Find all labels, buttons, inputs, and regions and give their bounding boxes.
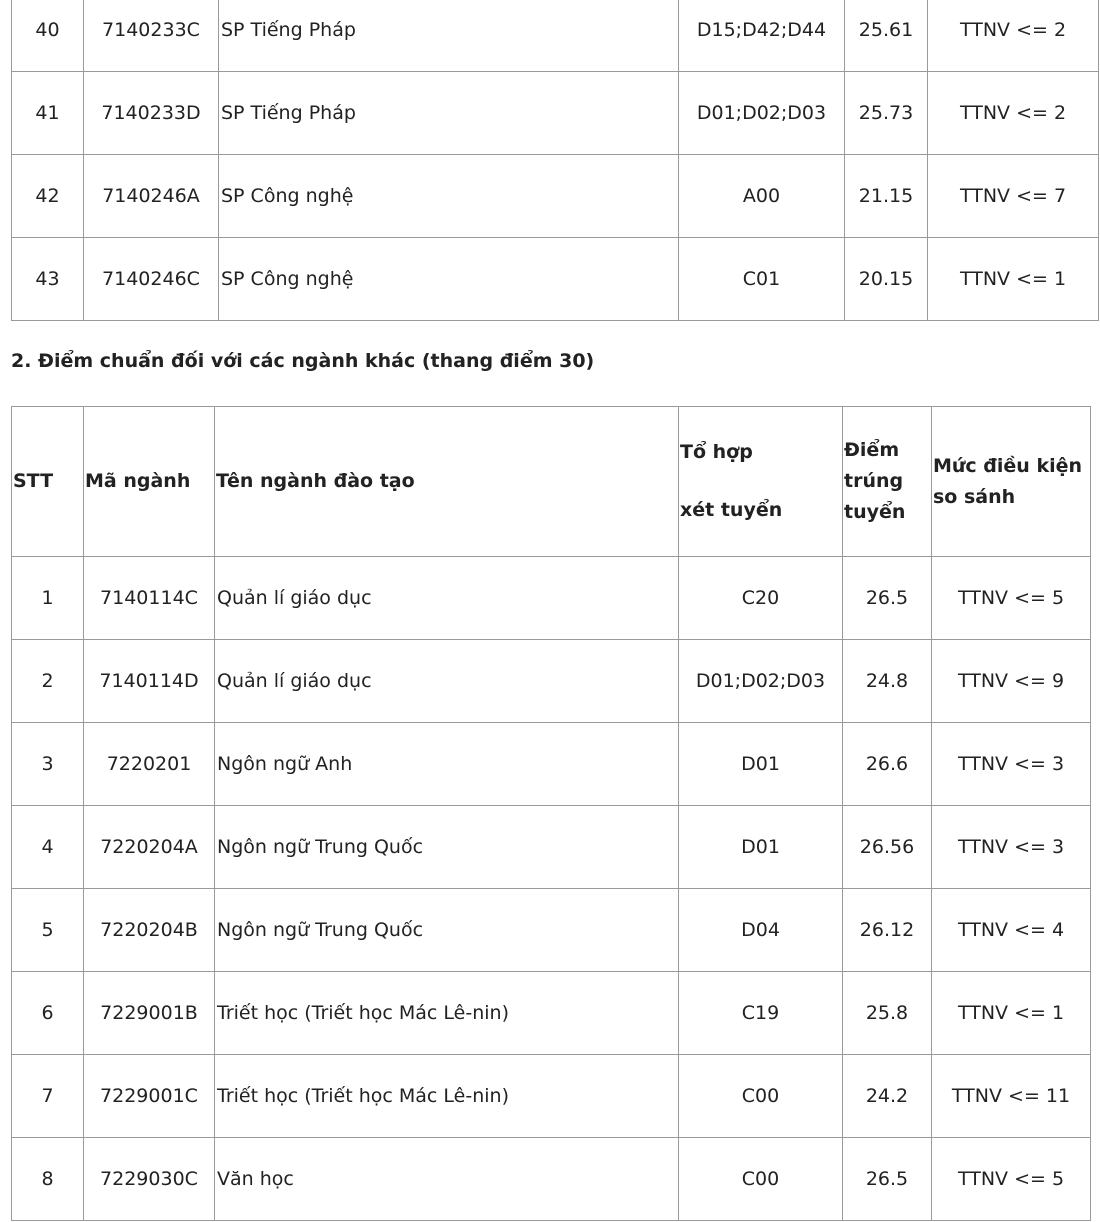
code-cell: 7140233C <box>84 0 219 72</box>
code-cell: 7220204A <box>84 806 215 889</box>
condition-cell: TTNV <= 2 <box>928 72 1099 155</box>
condition-cell: TTNV <= 2 <box>928 0 1099 72</box>
score-cell: 25.61 <box>845 0 928 72</box>
table-row <box>12 723 1091 806</box>
table-row <box>12 0 1099 72</box>
stt-cell: 5 <box>12 889 84 972</box>
stt-cell: 1 <box>12 557 84 640</box>
score-cell: 21.15 <box>845 155 928 238</box>
table-row <box>12 972 1091 1055</box>
table-row <box>12 889 1091 972</box>
combo-cell: C00 <box>679 1138 843 1221</box>
major-name-cell: SP Công nghệ <box>219 155 679 238</box>
combo-cell: D01 <box>679 723 843 806</box>
score-cell: 26.6 <box>843 723 932 806</box>
stt-cell: 2 <box>12 640 84 723</box>
header-combo <box>679 407 843 557</box>
major-name-cell: SP Công nghệ <box>219 238 679 321</box>
section-heading: 2. Điểm chuẩn đối với các ngành khác (thang điểm 30) <box>11 350 595 372</box>
code-cell: 7220204B <box>84 889 215 972</box>
stt-cell: 40 <box>12 0 84 72</box>
header-score-line1: Điểm <box>844 439 900 461</box>
stt-cell: 4 <box>12 806 84 889</box>
combo-cell: C01 <box>679 238 845 321</box>
code-cell: 7140246C <box>84 238 219 321</box>
condition-cell: TTNV <= 5 <box>932 557 1091 640</box>
major-name-cell: Ngôn ngữ Anh <box>215 723 679 806</box>
score-cell: 26.5 <box>843 557 932 640</box>
code-cell: 7140233D <box>84 72 219 155</box>
combo-cell: C00 <box>679 1055 843 1138</box>
code-cell: 7229001C <box>84 1055 215 1138</box>
table-row <box>12 1055 1091 1138</box>
condition-cell: TTNV <= 9 <box>932 640 1091 723</box>
table-row <box>12 640 1091 723</box>
admission-table-2 <box>11 406 1091 1221</box>
stt-cell: 8 <box>12 1138 84 1221</box>
table-row <box>12 72 1099 155</box>
header-score-line2: trúng <box>844 470 904 492</box>
major-name-cell: Quản lí giáo dục <box>215 640 679 723</box>
score-cell: 25.8 <box>843 972 932 1055</box>
score-cell: 26.56 <box>843 806 932 889</box>
major-name-cell: SP Tiếng Pháp <box>219 72 679 155</box>
combo-cell: C20 <box>679 557 843 640</box>
score-cell: 26.12 <box>843 889 932 972</box>
condition-cell: TTNV <= 4 <box>932 889 1091 972</box>
major-name-cell: Triết học (Triết học Mác Lê-nin) <box>215 972 679 1055</box>
combo-cell: D01 <box>679 806 843 889</box>
stt-cell: 42 <box>12 155 84 238</box>
stt-cell: 7 <box>12 1055 84 1138</box>
major-name-cell: Triết học (Triết học Mác Lê-nin) <box>215 1055 679 1138</box>
header-score-line3: tuyển <box>844 501 906 523</box>
code-cell: 7229030C <box>84 1138 215 1221</box>
stt-cell: 43 <box>12 238 84 321</box>
code-cell: 7229001B <box>84 972 215 1055</box>
condition-cell: TTNV <= 3 <box>932 723 1091 806</box>
table-row <box>12 238 1099 321</box>
combo-cell: A00 <box>679 155 845 238</box>
table-row <box>12 155 1099 238</box>
condition-cell: TTNV <= 7 <box>928 155 1099 238</box>
score-cell: 25.73 <box>845 72 928 155</box>
combo-cell: D01;D02;D03 <box>679 640 843 723</box>
header-condition-line1: Mức điều kiện <box>933 454 1083 477</box>
condition-cell: TTNV <= 1 <box>928 238 1099 321</box>
major-name-cell: Văn học <box>215 1138 679 1221</box>
condition-cell: TTNV <= 3 <box>932 806 1091 889</box>
stt-cell: 6 <box>12 972 84 1055</box>
combo-cell: D15;D42;D44 <box>679 0 845 72</box>
score-cell: 24.2 <box>843 1055 932 1138</box>
major-name-cell: Quản lí giáo dục <box>215 557 679 640</box>
code-cell: 7220201 <box>84 723 215 806</box>
code-cell: 7140246A <box>84 155 219 238</box>
table-row <box>12 557 1091 640</box>
condition-cell: TTNV <= 11 <box>932 1055 1091 1138</box>
table-row <box>12 1138 1091 1221</box>
stt-cell: 41 <box>12 72 84 155</box>
combo-cell: C19 <box>679 972 843 1055</box>
code-cell: 7140114D <box>84 640 215 723</box>
header-stt: STT <box>12 407 84 557</box>
header-condition-line2: so sánh <box>933 485 1016 508</box>
score-cell: 20.15 <box>845 238 928 321</box>
admission-table-1 <box>11 0 1099 321</box>
header-condition <box>932 407 1091 557</box>
code-cell: 7140114C <box>84 557 215 640</box>
score-cell: 24.8 <box>843 640 932 723</box>
table-row <box>12 806 1091 889</box>
major-name-cell: SP Tiếng Pháp <box>219 0 679 72</box>
header-code: Mã ngành <box>84 407 215 557</box>
condition-cell: TTNV <= 5 <box>932 1138 1091 1221</box>
header-score <box>843 407 932 557</box>
major-name-cell: Ngôn ngữ Trung Quốc <box>215 889 679 972</box>
major-name-cell: Ngôn ngữ Trung Quốc <box>215 806 679 889</box>
table-header-row <box>12 407 1091 557</box>
combo-cell: D04 <box>679 889 843 972</box>
stt-cell: 3 <box>12 723 84 806</box>
combo-cell: D01;D02;D03 <box>679 72 845 155</box>
score-cell: 26.5 <box>843 1138 932 1221</box>
condition-cell: TTNV <= 1 <box>932 972 1091 1055</box>
header-major-name: Tên ngành đào tạo <box>215 407 679 557</box>
header-combo-line1: Tổ hợp <box>680 441 753 463</box>
header-combo-line2: xét tuyển <box>680 499 783 521</box>
